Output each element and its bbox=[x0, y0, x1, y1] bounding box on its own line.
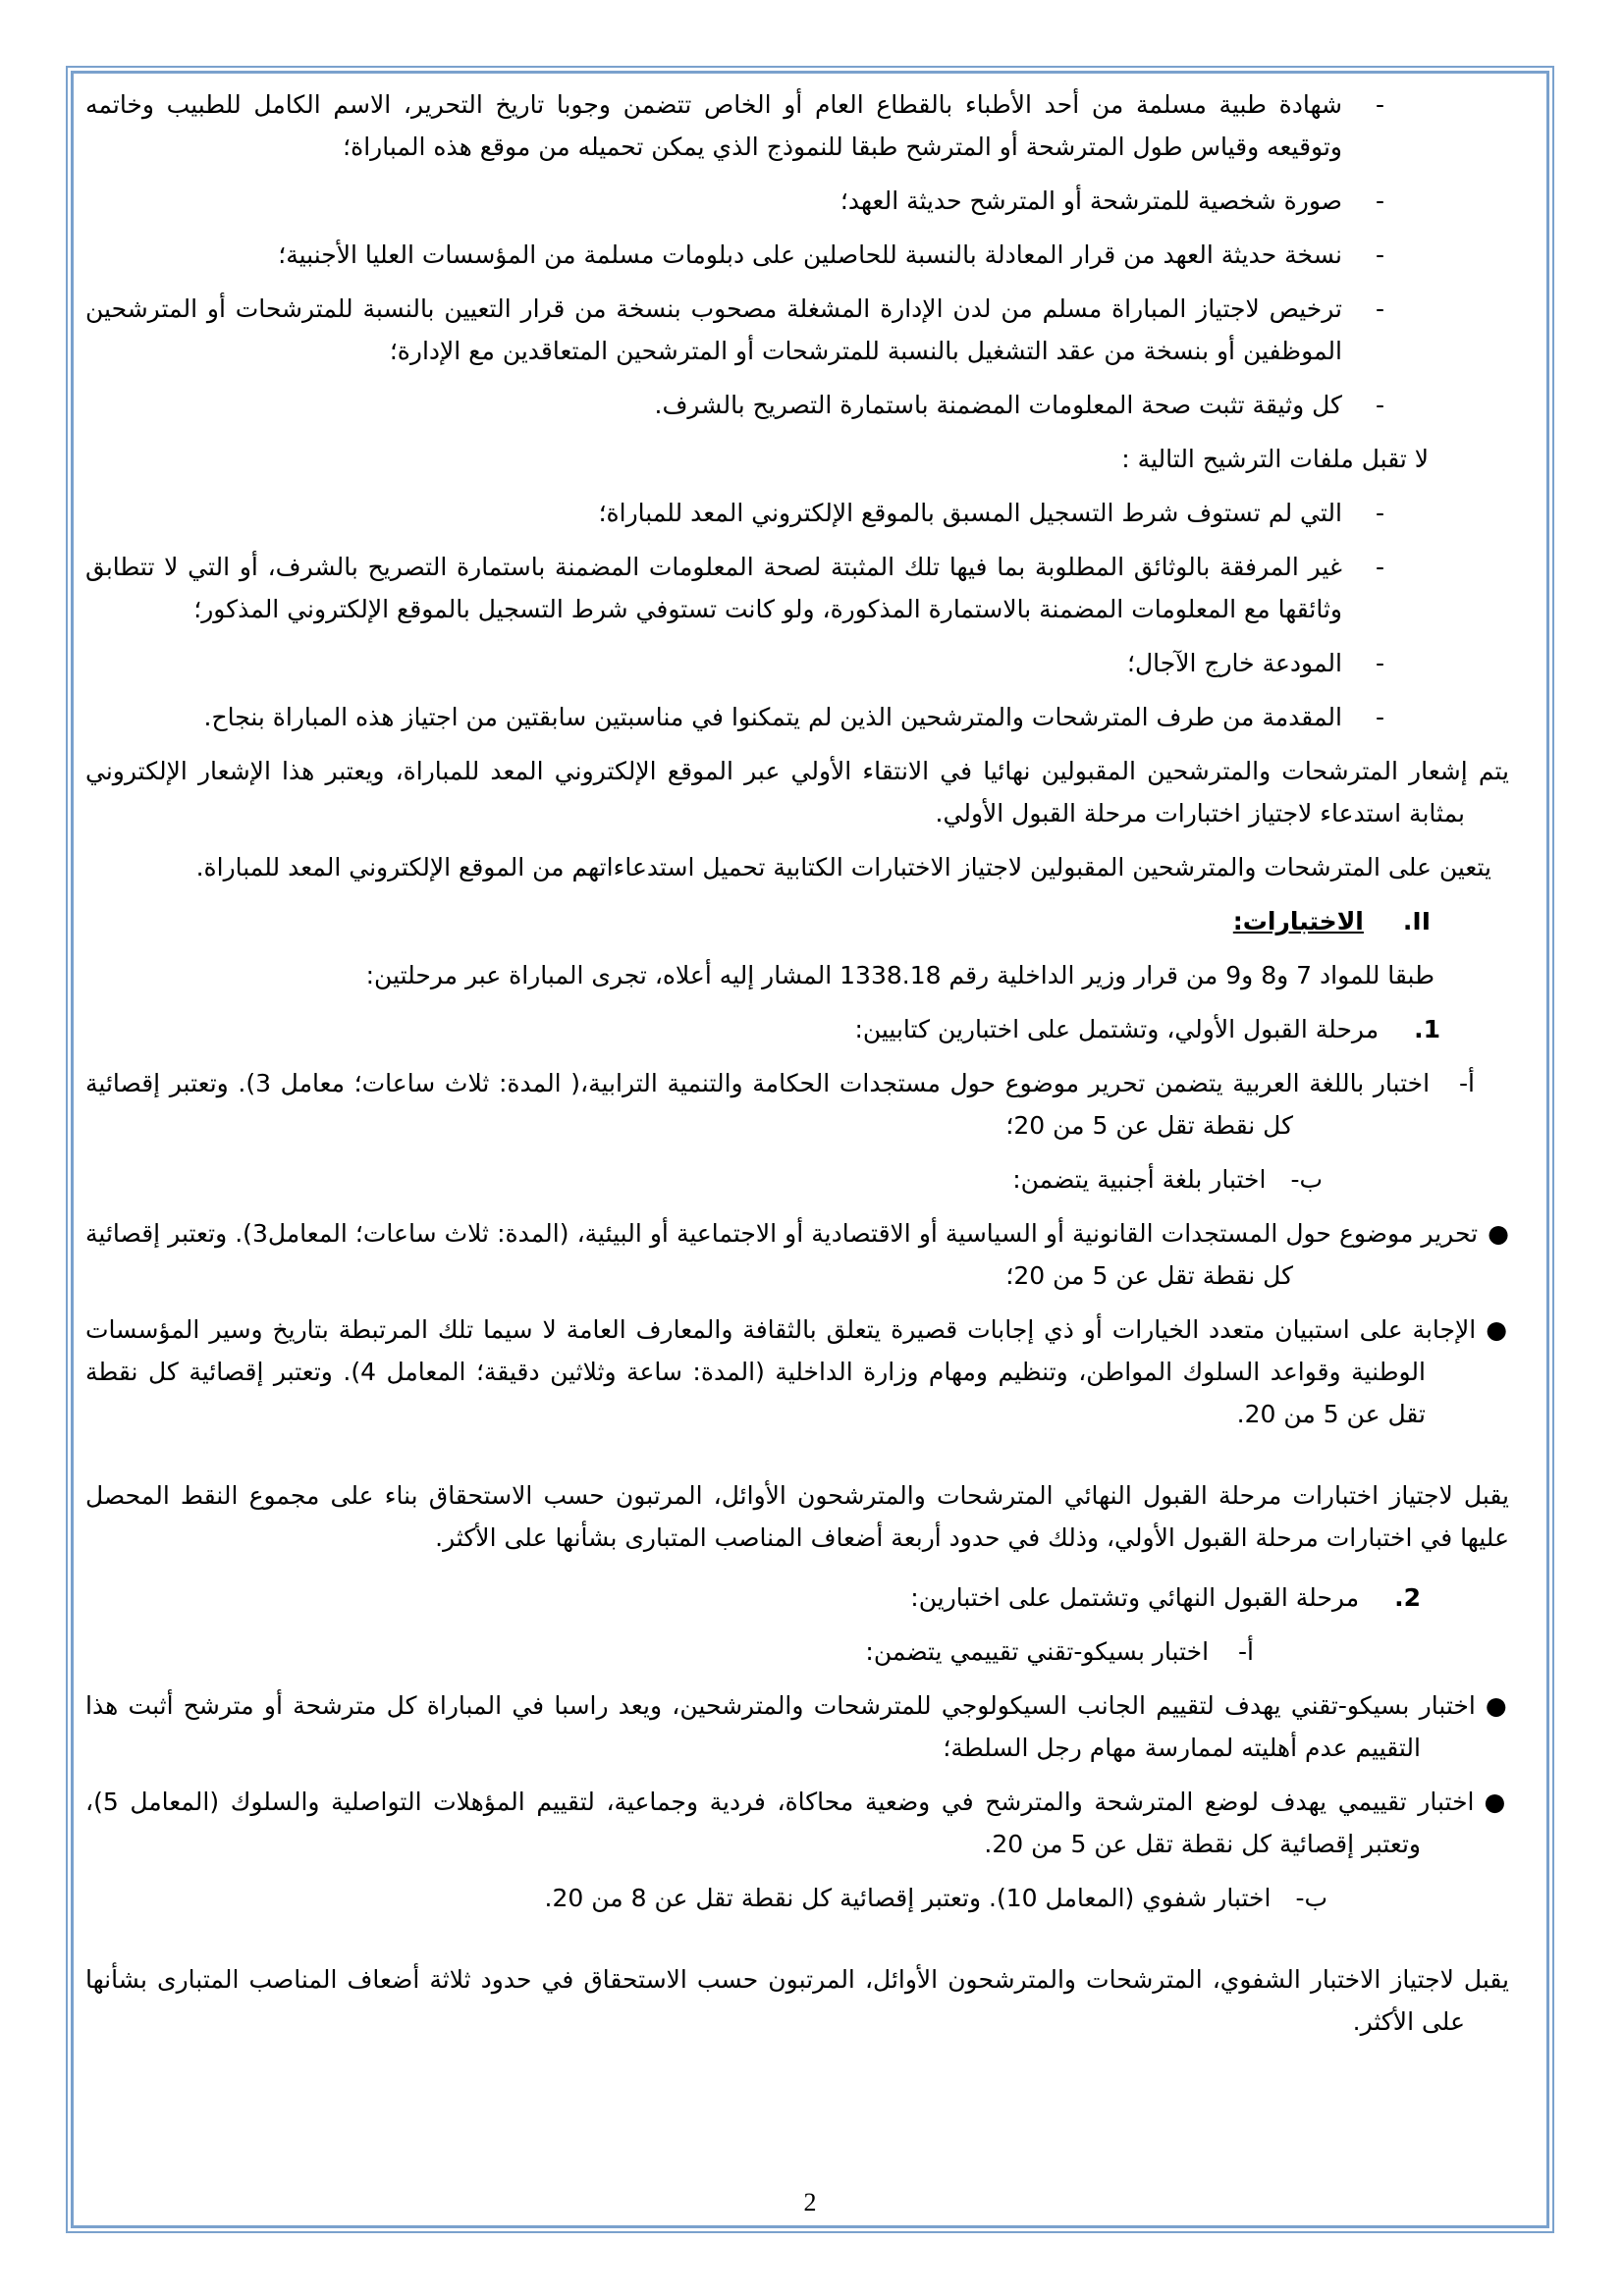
bullet-supporting-document bbox=[85, 384, 1509, 426]
bullet-icon: ● bbox=[1484, 1788, 1509, 1816]
dash-marker: - bbox=[1375, 553, 1384, 581]
bullet-icon: ● bbox=[1486, 1315, 1509, 1344]
paragraph-text: الإجابة على استبيان متعدد الخيارات أو ذي إجابات قصيرة يتعلق بالثقافة والمعارف العامة لا سيما تلك المرتبطة بتاريخ وسير المؤسسات الوطنية وقواعد السلوك المواطن، وتنظيم ومهام وزارة الداخلية (المدة: ساعة وثلاثين دقيقة؛ المعامل 4). وتعتبر إقصائية كل نقطة تقل عن 5 من 20. bbox=[85, 1315, 1477, 1428]
item-phase-2 bbox=[85, 1576, 1509, 1619]
bullet-equivalence-decision bbox=[85, 234, 1509, 276]
item-foreign-language-test bbox=[85, 1158, 1509, 1201]
bullet-foreign-essay bbox=[85, 1212, 1509, 1297]
letter-marker: أ- bbox=[1238, 1637, 1254, 1666]
dash-marker: - bbox=[1375, 391, 1384, 419]
document-body bbox=[85, 83, 1509, 2176]
paragraph-text: لا تقبل ملفات الترشيح التالية : bbox=[1121, 445, 1429, 473]
paragraph-text: المقدمة من طرف المترشحات والمترشحين الذين لم يتمكنوا في مناسبتين سابقتين من اجتياز هذه المباراة بنجاح. bbox=[203, 703, 1342, 731]
bullet-medical-certificate bbox=[85, 83, 1509, 168]
paragraph-text: شهادة طبية مسلمة من أحد الأطباء بالقطاع العام أو الخاص تتضمن وجوبا تاريخ التحرير، الاسم الكامل للطبيب وخاتمه وتوقيعه وقياس طول المترشحة أو المترشح طبقا للنموذج الذي يمكن تحميله من موقع هذه المباراة؛ bbox=[85, 90, 1342, 161]
bullet-psychological-evaluation bbox=[85, 1684, 1509, 1769]
dash-marker: - bbox=[1375, 703, 1384, 731]
paragraph-text: غير المرفقة بالوثائق المطلوبة بما فيها تلك المثبتة لصحة المعلومات المضمنة باستمارة التصريح بالشرف، أو التي لا تتطابق وثائقها مع المعلومات المضمنة بالاستمارة المذكورة، ولو كانت تستوفي شرط التسجيل بالموقع الإلكتروني المذكور؛ bbox=[85, 553, 1342, 623]
paragraph-text: يتعين على المترشحات والمترشحين المقبولين لاجتياز الاختبارات الكتابية تحميل استدعاءاتهم من الموقع الإلكتروني المعد للمباراة. bbox=[195, 853, 1491, 881]
para-final-phase-admission bbox=[85, 1474, 1509, 1559]
paragraph-text: يتم إشعار المترشحات والمترشحين المقبولين نهائيا في الانتقاء الأولي عبر الموقع الإلكتروني المعد للمباراة، ويعتبر هذا الإشعار الإلكتروني بمثابة استدعاء لاجتياز اختبارات مرحلة القبول الأولي. bbox=[85, 757, 1509, 828]
paragraph-text: الاختبارات: bbox=[1232, 907, 1364, 935]
page-border-inner bbox=[71, 71, 1549, 2228]
bullet-simulation-evaluation bbox=[85, 1781, 1509, 1865]
dash-marker: - bbox=[1375, 187, 1384, 215]
paragraph-text: طبقا للمواد 7 و8 و9 من قرار وزير الداخلية رقم 1338.18 المشار إليه أعلاه، تجرى المباراة عبر مرحلتين: bbox=[365, 961, 1435, 989]
item-oral-test bbox=[85, 1877, 1509, 1919]
letter-marker: أ- bbox=[1459, 1069, 1475, 1097]
bullet-personal-photo bbox=[85, 180, 1509, 222]
bullet-two-previous-attempts bbox=[85, 696, 1509, 738]
letter-marker: ب- bbox=[1295, 1884, 1327, 1912]
paragraph-text: اختبار تقييمي يهدف لوضع المترشحة والمترشح في وضعية محاكاة، فردية وجماعية، لتقييم المؤهلات التواصلية والسلوك (المعامل 5)، وتعتبر إقصائية كل نقطة تقل عن 5 من 20. bbox=[85, 1788, 1475, 1858]
item-psychotechnical-test bbox=[85, 1630, 1509, 1673]
paragraph-text: نسخة حديثة العهد من قرار المعادلة بالنسبة للحاصلين على دبلومات مسلمة من المؤسسات العليا الأجنبية؛ bbox=[278, 240, 1342, 269]
paragraph-text: يقبل لاجتياز الاختبار الشفوي، المترشحات والمترشحون الأوائل، المرتبون حسب الاستحقاق في حدود ثلاثة أضعاف المناصب المتبارى بشأنها على الأكثر. bbox=[85, 1965, 1509, 2036]
paragraph-text: صورة شخصية للمترشحة أو المترشح حديثة العهد؛ bbox=[839, 187, 1342, 215]
heading-marker: II. bbox=[1402, 907, 1431, 935]
bullet-missing-documents bbox=[85, 546, 1509, 630]
para-oral-admission bbox=[85, 1958, 1509, 2043]
para-legal-reference bbox=[85, 954, 1509, 996]
letter-marker: ب- bbox=[1290, 1165, 1323, 1194]
page-number: 2 bbox=[803, 2188, 817, 2216]
bullet-icon: ● bbox=[1488, 1219, 1510, 1248]
bullet-employer-authorization bbox=[85, 288, 1509, 372]
paragraph-text: يقبل لاجتياز اختبارات مرحلة القبول النهائي المترشحات والمترشحون الأوائل، المرتبون حسب الاستحقاق بناء على مجموع النقط المحصل عليها في اختبارات مرحلة القبول الأولي، وذلك في حدود أربعة أضعاف المناصب المتبارى بشأنها على الأكثر. bbox=[85, 1481, 1509, 1552]
intro-rejected-files bbox=[85, 438, 1509, 480]
paragraph-text: التي لم تستوف شرط التسجيل المسبق بالموقع الإلكتروني المعد للمباراة؛ bbox=[598, 499, 1342, 527]
num-marker: 2. bbox=[1394, 1583, 1421, 1612]
page-border-frame bbox=[66, 66, 1554, 2233]
section-heading-tests bbox=[85, 900, 1509, 942]
paragraph-text: مرحلة القبول الأولي، وتشتمل على اختبارين كتابيين: bbox=[854, 1015, 1380, 1043]
dash-marker: - bbox=[1375, 90, 1384, 119]
para-notification bbox=[85, 750, 1509, 834]
dash-marker: - bbox=[1375, 294, 1384, 323]
paragraph-text: كل وثيقة تثبت صحة المعلومات المضمنة باستمارة التصريح بالشرف. bbox=[654, 391, 1342, 419]
paragraph-text: اختبار باللغة العربية يتضمن تحرير موضوع حول مستجدات الحكامة والتنمية الترابية،( المدة: ثلاث ساعات؛ معامل 3). وتعتبر إقصائية كل نقطة تقل عن 5 من 20؛ bbox=[85, 1069, 1431, 1140]
paragraph-text: تحرير موضوع حول المستجدات القانونية أو السياسية أو الاقتصادية أو الاجتماعية أو البيئية، (المدة: ثلاث ساعات؛ المعامل3). وتعتبر إقصائية كل نقطة تقل عن 5 من 20؛ bbox=[85, 1219, 1479, 1290]
dash-marker: - bbox=[1375, 499, 1384, 527]
item-arabic-test bbox=[85, 1062, 1509, 1147]
paragraph-text: مرحلة القبول النهائي وتشتمل على اختبارين: bbox=[910, 1583, 1360, 1612]
bullet-icon: ● bbox=[1485, 1691, 1509, 1720]
paragraph-text: اختبار بلغة أجنبية يتضمن: bbox=[1012, 1165, 1267, 1194]
paragraph-text: اختبار بسيكو-تقني يهدف لتقييم الجانب السيكولوجي للمترشحات والمترشحين، ويعد راسبا في المباراة كل مترشحة أو مترشح أثبت هذا التقييم عدم أهليته لممارسة مهام رجل السلطة؛ bbox=[85, 1691, 1476, 1762]
paragraph-text: اختبار بسيكو-تقني تقييمي يتضمن: bbox=[865, 1637, 1210, 1666]
para-download-convocation bbox=[85, 846, 1509, 888]
num-marker: 1. bbox=[1414, 1015, 1440, 1043]
bullet-no-prior-registration bbox=[85, 492, 1509, 534]
dash-marker: - bbox=[1375, 649, 1384, 677]
bullet-late-submission bbox=[85, 642, 1509, 684]
item-phase-1 bbox=[85, 1008, 1509, 1050]
bullet-mcq-test bbox=[85, 1308, 1509, 1435]
paragraph-text: ترخيص لاجتياز المباراة مسلم من لدن الإدارة المشغلة مصحوب بنسخة من قرار التعيين بالنسبة للمترشحات أو المترشحين الموظفين أو بنسخة من عقد التشغيل بالنسبة للمترشحات أو المترشحين المتعاقدين مع الإدارة؛ bbox=[85, 294, 1342, 365]
paragraph-text: اختبار شفوي (المعامل 10). وتعتبر إقصائية كل نقطة تقل عن 8 من 20. bbox=[544, 1884, 1272, 1912]
paragraph-text: المودعة خارج الآجال؛ bbox=[1127, 649, 1342, 677]
dash-marker: - bbox=[1375, 240, 1384, 269]
